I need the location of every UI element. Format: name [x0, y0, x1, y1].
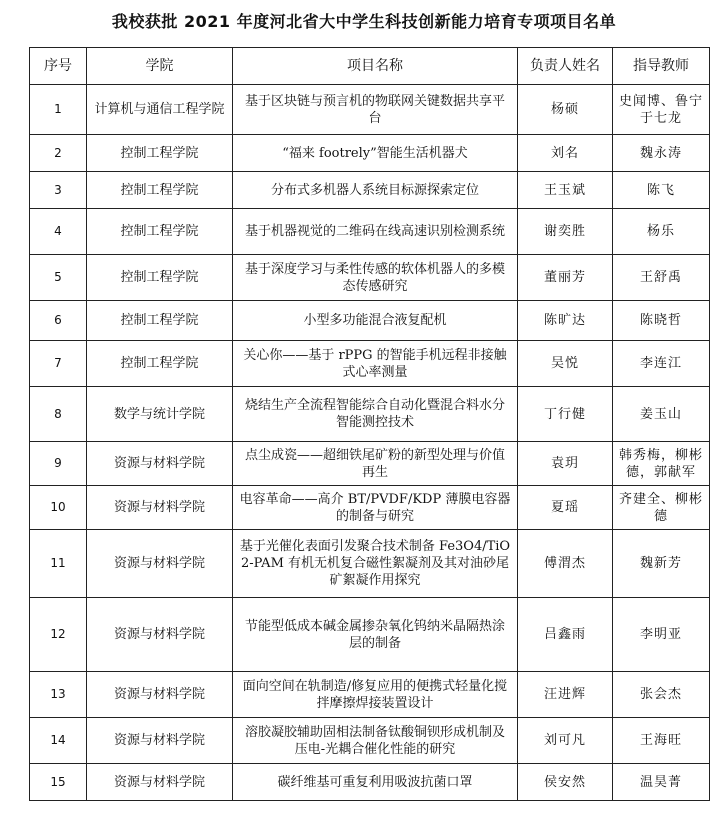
row-project: 节能型低成本碱金属掺杂氧化钨纳米晶隔热涂层的制备 — [233, 598, 518, 672]
header-number: 序号 — [30, 48, 87, 85]
row-project: 溶胶凝胶辅助固相法制备钛酸铜钡形成机制及压电-光耦合催化性能的研究 — [233, 718, 518, 764]
row-leader: 傅渭杰 — [518, 530, 613, 598]
table-row — [30, 387, 710, 442]
row-college: 资源与材料学院 — [87, 598, 233, 672]
table-row — [30, 718, 710, 764]
row-college: 控制工程学院 — [87, 341, 233, 387]
row-leader: 夏瑶 — [518, 486, 613, 530]
table-row — [30, 301, 710, 341]
table-row — [30, 598, 710, 672]
table-header-row — [30, 48, 710, 85]
row-project: 基于光催化表面引发聚合技术制备 Fe3O4/TiO2-PAM 有机无机复合磁性絮凝剂及其对油砂尾矿絮凝作用探究 — [233, 530, 518, 598]
table-row — [30, 341, 710, 387]
row-leader: 董丽芳 — [518, 255, 613, 301]
header-project-name: 项目名称 — [233, 48, 518, 85]
document-title: 我校获批 2021 年度河北省大中学生科技创新能力培育专项项目名单 — [111, 12, 617, 31]
header-college: 学院 — [87, 48, 233, 85]
row-college: 资源与材料学院 — [87, 486, 233, 530]
row-leader: 吴悦 — [518, 341, 613, 387]
table-row — [30, 764, 710, 801]
row-number: 14 — [30, 718, 87, 764]
row-project: 基于深度学习与柔性传感的软体机器人的多模态传感研究 — [233, 255, 518, 301]
row-leader: 刘可凡 — [518, 718, 613, 764]
row-leader: 丁行健 — [518, 387, 613, 442]
row-number: 11 — [30, 530, 87, 598]
row-leader: 陈旷达 — [518, 301, 613, 341]
row-advisor: 魏新芳 — [613, 530, 710, 598]
header-advisor: 指导教师 — [613, 48, 710, 85]
row-number: 13 — [30, 672, 87, 718]
table-row — [30, 255, 710, 301]
row-project: 基于区块链与预言机的物联网关键数据共享平台 — [233, 85, 518, 135]
row-advisor: 温昊菁 — [613, 764, 710, 801]
header-leader: 负责人姓名 — [518, 48, 613, 85]
row-college: 资源与材料学院 — [87, 442, 233, 486]
row-number: 8 — [30, 387, 87, 442]
row-number: 7 — [30, 341, 87, 387]
row-number: 9 — [30, 442, 87, 486]
row-project: 面向空间在轨制造/修复应用的便携式轻量化搅拌摩擦焊接装置设计 — [233, 672, 518, 718]
row-number: 5 — [30, 255, 87, 301]
row-college: 控制工程学院 — [87, 172, 233, 209]
table-row — [30, 672, 710, 718]
row-advisor: 张会杰 — [613, 672, 710, 718]
row-number: 10 — [30, 486, 87, 530]
row-project: 碳纤维基可重复利用吸波抗菌口罩 — [233, 764, 518, 801]
row-number: 1 — [30, 85, 87, 135]
row-college: 资源与材料学院 — [87, 718, 233, 764]
row-advisor: 杨乐 — [613, 209, 710, 255]
row-project: 关心你——基于 rPPG 的智能手机远程非接触式心率测量 — [233, 341, 518, 387]
row-project: 点尘成瓷——超细铁尾矿粉的新型处理与价值再生 — [233, 442, 518, 486]
row-number: 4 — [30, 209, 87, 255]
row-number: 12 — [30, 598, 87, 672]
row-number: 2 — [30, 135, 87, 172]
row-college: 资源与材料学院 — [87, 530, 233, 598]
row-advisor: 韩秀梅，柳彬德，郭献军 — [613, 442, 710, 486]
table-row — [30, 530, 710, 598]
project-list-table — [29, 47, 710, 801]
row-leader: 汪进辉 — [518, 672, 613, 718]
row-advisor: 王舒禹 — [613, 255, 710, 301]
row-project: 电容革命——高介 BT/PVDF/KDP 薄膜电容器的制备与研究 — [233, 486, 518, 530]
row-advisor: 王海旺 — [613, 718, 710, 764]
row-advisor: 陈晓哲 — [613, 301, 710, 341]
row-college: 计算机与通信工程学院 — [87, 85, 233, 135]
row-advisor: 魏永涛 — [613, 135, 710, 172]
row-leader: 吕鑫雨 — [518, 598, 613, 672]
row-advisor: 史闻博、鲁宁 于七龙 — [613, 85, 710, 135]
row-leader: 杨硕 — [518, 85, 613, 135]
row-college: 控制工程学院 — [87, 135, 233, 172]
row-advisor: 姜玉山 — [613, 387, 710, 442]
row-leader: 谢奕胜 — [518, 209, 613, 255]
row-leader: 刘名 — [518, 135, 613, 172]
table-row — [30, 442, 710, 486]
row-project: 基于机器视觉的二维码在线高速识别检测系统 — [233, 209, 518, 255]
row-number: 15 — [30, 764, 87, 801]
row-project: 烧结生产全流程智能综合自动化暨混合料水分智能测控技术 — [233, 387, 518, 442]
row-number: 6 — [30, 301, 87, 341]
table-row — [30, 85, 710, 135]
table-body — [30, 85, 710, 801]
row-leader: 袁玥 — [518, 442, 613, 486]
table-row — [30, 486, 710, 530]
row-project: 分布式多机器人系统目标源探索定位 — [233, 172, 518, 209]
row-college: 控制工程学院 — [87, 255, 233, 301]
row-college: 数学与统计学院 — [87, 387, 233, 442]
row-advisor: 李明亚 — [613, 598, 710, 672]
row-project: 小型多功能混合液复配机 — [233, 301, 518, 341]
table-row — [30, 135, 710, 172]
table-row — [30, 209, 710, 255]
row-advisor: 陈飞 — [613, 172, 710, 209]
row-leader: 侯安然 — [518, 764, 613, 801]
row-advisor: 李连江 — [613, 341, 710, 387]
row-project: “福来 footrely”智能生活机器犬 — [233, 135, 518, 172]
row-advisor: 齐建全、柳彬德 — [613, 486, 710, 530]
row-college: 资源与材料学院 — [87, 672, 233, 718]
table-row — [30, 172, 710, 209]
row-leader: 王玉斌 — [518, 172, 613, 209]
row-college: 资源与材料学院 — [87, 764, 233, 801]
row-number: 3 — [30, 172, 87, 209]
row-college: 控制工程学院 — [87, 209, 233, 255]
row-college: 控制工程学院 — [87, 301, 233, 341]
